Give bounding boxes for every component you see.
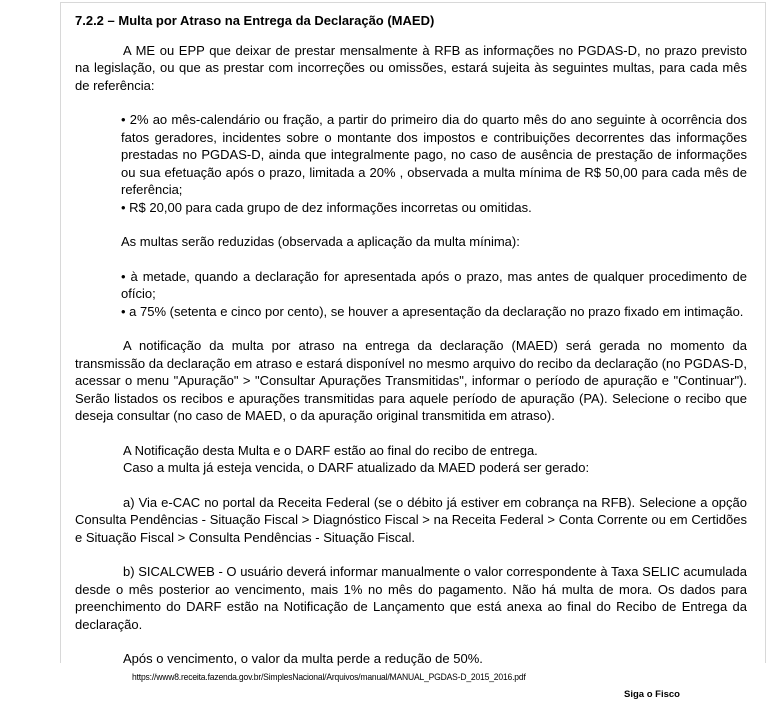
penalty-item: • 2% ao mês-calendário ou fração, a partir do primeiro dia do quarto mês do ano seguinte à ocorrência dos fatos geradores, incidentes sobre o montante dos impostos e contribuições decorrentes das informações prestadas no PGDAS-D, ainda que integralmente pago, no caso de ausência de prestação de informações ou sua efetuação após o prazo, limitada a 20% , observada a multa mínima de R$ 50,00 para cada mês de referência; xyxy=(121,112,747,197)
closing-paragraph: Após o vencimento, o valor da multa perde a redução de 50%. xyxy=(123,651,483,666)
intro-paragraph: A ME ou EPP que deixar de prestar mensalmente à RFB as informações no PGDAS-D, no prazo previsto na legislação, ou que as prestar com incorreções ou omissões, estará sujeita às seguintes multas, para cada mês de referência: xyxy=(75,42,747,93)
reduction-item: • a 75% (setenta e cinco por cento), se houver a apresentação da declaração no prazo fixado em intimação. xyxy=(121,303,744,319)
reduction-intro: As multas serão reduzidas (observada a aplicação da multa mínima): xyxy=(121,234,520,249)
source-url-link[interactable]: https://www8.receita.fazenda.gov.br/SimplesNacional/Arquivos/manual/MANUAL_PGDAS-D_2015_2016.pdf xyxy=(132,672,526,683)
notification-paragraph: A notificação da multa por atraso na entrega da declaração (MAED) será gerada no momento da transmissão da declaração em atraso e estará disponível no mesmo arquivo do recibo da declaração (no PGDAS-D, acessar o menu "Apuração" > "Consultar Apurações Transmitidas", informar o período de apuração e "Continuar"). Serão listados os recibos e apurações transmitidas para aquele período de apuração (PA). Selecione o recibo que deseja consultar (no caso de MAED, o da apuração original transmitida em atraso). xyxy=(75,338,747,423)
penalty-item: • R$ 20,00 para cada grupo de dez informações incorretas ou omitidas. xyxy=(121,199,532,215)
option-a-paragraph: a) Via e-CAC no portal da Receita Federal (se o débito já estiver em cobrança na RFB). Selecione a opção Consulta Pendências - Situação Fiscal > Diagnóstico Fiscal > na Receita Federal > Conta Corrente ou em Certidões e Situação Fiscal > Consulta Pendências - Situação Fiscal. xyxy=(75,494,747,545)
document-body xyxy=(75,12,747,668)
option-b-paragraph: b) SICALCWEB - O usuário deverá informar manualmente o valor correspondente à Taxa SELIC acumulada desde o mês posterior ao vencimento, mais 1% no mês do pagamento. Não há multa de mora. Os dados para preenchimento do DARF estão na Notificação de Lançamento que está anexa ao final do Recibo de Entrega da declaração. xyxy=(75,564,747,632)
darf-line-2: Caso a multa já esteja vencida, o DARF atualizado da MAED poderá ser gerado: xyxy=(123,460,590,475)
section-heading: 7.2.2 – Multa por Atraso na Entrega da Declaração (MAED) xyxy=(75,13,435,28)
footer-credit: Siga o Fisco xyxy=(624,689,680,700)
reduction-item: • à metade, quando a declaração for apresentada após o prazo, mas antes de qualquer procedimento de ofício; xyxy=(121,268,747,301)
darf-line-1: A Notificação desta Multa e o DARF estão ao final do recibo de entrega. xyxy=(123,442,538,458)
